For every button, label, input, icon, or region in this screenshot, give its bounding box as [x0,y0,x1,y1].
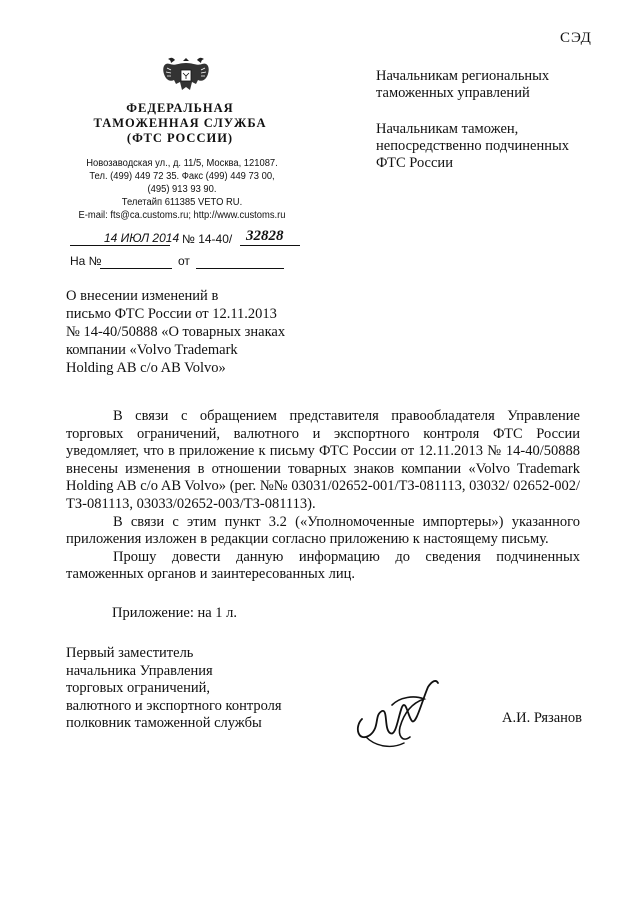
signer-title-line: Первый заместитель [66,645,194,661]
addressee-line: Начальникам региональных [376,68,550,84]
body-paragraph-2: В связи с этим пункт 3.2 («Уполномоченные импортеры») указанного приложения изложен в редакции согласно приложению к настоящему письму. [66,513,580,548]
sed-stamp: СЭД [560,30,592,46]
signer-title-line: начальника Управления [66,662,213,679]
subject-block [66,287,285,377]
subject-line: № 14-40/50888 «О товарных знаках [66,324,286,340]
addressee-line: таможенных управлений [376,85,530,101]
addressee-line: Начальникам таможен, [376,121,519,137]
body-paragraph-1: В связи с обращением представителя правообладателя Управление торговых ограничений, валютного и экспортного контроля ФТС России уведомляет, что в приложение к письму ФТС России от 12.11.2013 № 14-40/50888 внесены изменения в отношении товарных знаков компании «Volvo Trademark Holding AB c/o AB Volvo» (рег. №№ 03031/02652-001/ТЗ-081113, 03032/ 02652-002/ТЗ-081113, 03033/02652-003/ТЗ-081113). [66,408,580,512]
contact-address: Новозаводская ул., д. 11/5, Москва, 121087. [86,158,278,169]
signer-title [66,645,282,733]
addressee-line: непосредственно подчиненных [376,138,569,154]
reference-date-label: от [178,254,190,268]
reference-number-label: На № [70,254,102,268]
addressee-1 [376,68,549,102]
org-name-line-3: (ФТС РОССИИ) [126,131,234,145]
handwritten-signature [352,677,444,757]
subject-line: письмо ФТС России от 12.11.2013 [66,306,277,322]
coat-of-arms-icon [160,54,212,94]
contact-block [69,157,295,222]
subject-line: Holding AB c/o AB Volvo» [66,360,226,376]
signer-title-line: полковник таможенной службы [66,715,262,732]
subject-line: О внесении изменений в [66,288,219,304]
subject-line: компании «Volvo Trademark [66,342,238,358]
registration-number-printed: № 14-40/ [182,232,233,246]
registration-date: 14 ИЮЛ 2014 [104,231,180,245]
contact-phone-2: (495) 913 93 90. [147,184,217,195]
letter-body [66,408,580,584]
org-name-line-2: ТАМОЖЕННАЯ СЛУЖБА [93,116,267,130]
signer-title-line: валютного и экспортного контроля [66,697,282,714]
signer-title-line: торговых ограничений, [66,680,210,697]
reference-line [70,254,300,272]
addressee-2 [376,121,569,172]
registration-number-handwritten: 32828 [246,228,284,244]
contact-teletype: Телетайп 611385 VETO RU. [121,197,243,208]
contact-phone-fax: Тел. (499) 449 72 35. Факс (499) 449 73 00, [89,171,275,182]
body-paragraph-3: Прошу довести данную информацию до сведения подчиненных таможенных органов и заинтересованных лиц. [66,548,580,583]
signer-name: А.И. Рязанов [502,710,583,726]
contact-email-web: E-mail: fts@ca.customs.ru; http://www.customs.ru [78,210,286,221]
org-name-line-1: ФЕДЕРАЛЬНАЯ [126,101,234,115]
attachment-note: Приложение: на 1 л. [112,605,238,621]
registration-line [70,229,300,249]
organization-header [60,101,300,146]
addressee-line: ФТС России [376,155,453,171]
